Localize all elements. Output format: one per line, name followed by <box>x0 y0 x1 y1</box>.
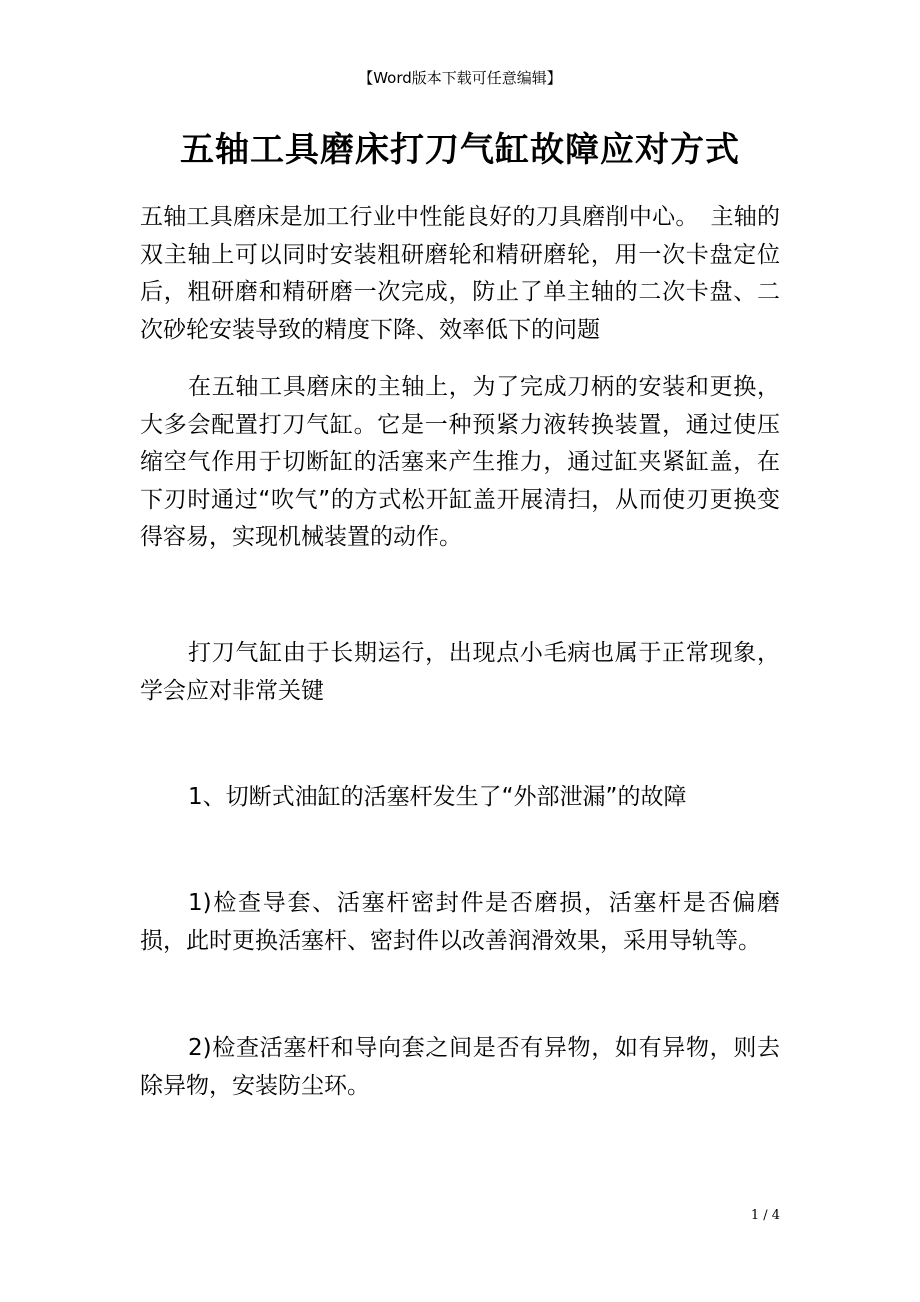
paragraph-cylinder-description: 在五轴工具磨床的主轴上，为了完成刀柄的安装和更换，大多会配置打刀气缸。它是一种预紧力液转换装置，通过使压缩空气作用于切断缸的活塞来产生推力，通过缸夹紧缸盖，在下刃时通过“吹气”的方式松开缸盖开展清扫，从而使刃更换变得容易，实现机械装置的动作。 <box>140 374 780 550</box>
list-item-1: 1)检查导套、活塞杆密封件是否磨损，活塞杆是否偏磨损，此时更换活塞杆、密封件以改善润滑效果，采用导轨等。 <box>140 890 780 954</box>
section-heading-1: 1、切断式油缸的活塞杆发生了“外部泄漏”的故障 <box>188 784 687 810</box>
page-number: 1 / 4 <box>750 1208 780 1223</box>
list-item-2: 2)检查活塞杆和导向套之间是否有异物，如有异物，则去除异物，安装防尘环。 <box>140 1035 780 1099</box>
paragraph-intro: 五轴工具磨床是加工行业中性能良好的刀具磨削中心。 主轴的双主轴上可以同时安装粗研磨轮和精研磨轮，用一次卡盘定位后，粗研磨和精研磨一次完成，防止了单主轴的二次卡盘、二次砂轮安装导致的精度下降、效率低下的问题 <box>140 204 780 343</box>
header-note: 【Word版本下载可任意编辑】 <box>358 69 562 87</box>
document-title: 五轴工具磨床打刀气缸故障应对方式 <box>180 130 740 170</box>
paragraph-maintenance-note: 打刀气缸由于长期运行，出现点小毛病也属于正常现象，学会应对非常关键 <box>140 640 780 704</box>
